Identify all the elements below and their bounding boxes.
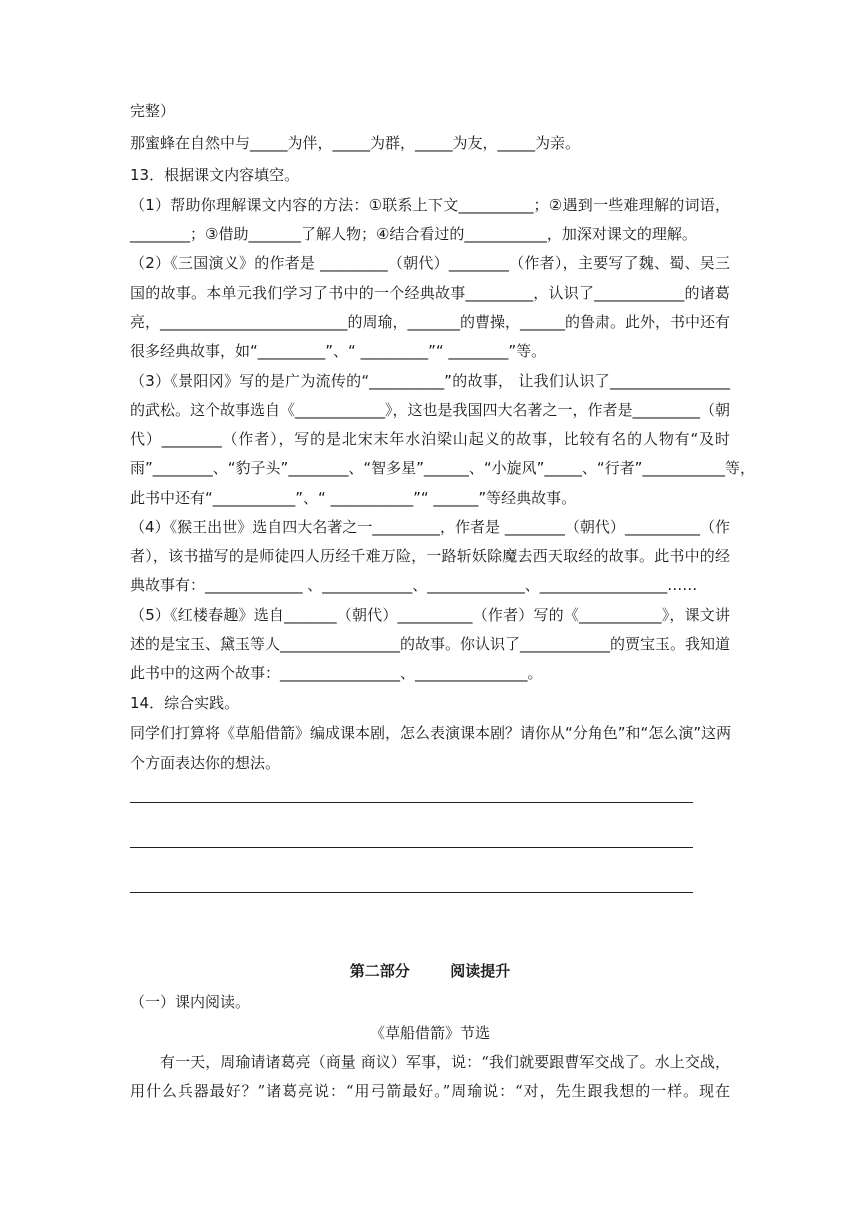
text-line: 雨”________、“豹子头”________、“智多星”______、“小旋风”_____、“行者”___________等，	[130, 459, 755, 477]
question-13-heading: 13．根据课文内容填空。	[130, 166, 300, 184]
text-line: 完整）	[130, 102, 176, 120]
passage-line: 用什么兵器最好？”诸葛亮说：“用弓箭最好。”周瑜说：“对，先生跟我想的一样。现在	[130, 1082, 730, 1100]
text-line: （4）《猴王出世》选自四大名著之一_________，作者是 ________（朝代）__________（作	[130, 518, 730, 536]
passage-line: 有一天，周瑜请诸葛亮（商量 商议）军事，说：“我们就要跟曹军交战了。水上交战，	[160, 1053, 730, 1071]
reading-subheading: （一）课内阅读。	[130, 993, 251, 1011]
text-line: （1）帮助你理解课文内容的方法：①联系上下文__________；②遇到一些难理解的词语，	[130, 196, 730, 214]
text-line: （3）《景阳冈》写的是广为流传的“__________”的故事， 让我们认识了________________	[130, 372, 730, 390]
text-line: 述的是宝玉、黛玉等人________________的故事。你认识了____________的贾宝玉。我知道	[130, 635, 731, 653]
text-line: 者），该书描写的是师徒四人历经千难万险，一路斩妖除魔去西天取经的故事。此书中的经	[130, 547, 730, 565]
passage-title: 《草船借箭》节选	[369, 1024, 490, 1042]
question-14-heading: 14．综合实践。	[130, 694, 240, 712]
text-line: 个方面表达你的想法。	[130, 754, 281, 772]
text-line: ________；③借助_______了解人物；④结合看过的___________，加深对课文的理解。	[130, 225, 697, 243]
answer-line[interactable]	[130, 802, 693, 803]
section-heading	[130, 960, 730, 982]
text-line: 很多经典故事，如“_________”、“ _________”“ ________”等。	[130, 342, 547, 360]
text-line: 国的故事。本单元我们学习了书中的一个经典故事_________，认识了____________的诸葛	[130, 284, 730, 302]
section-part-label: 第二部分	[349, 962, 410, 980]
text-line: （5）《红楼春趣》选自_______（朝代）__________（作者）写的《___________》，课文讲	[130, 606, 730, 624]
section-name-label: 阅读提升	[450, 962, 511, 980]
answer-line[interactable]	[130, 892, 693, 893]
text-line: 典故事有：_____________ 、____________、_____________、_________________……	[130, 576, 698, 594]
text-line: 代）________（作者），写的是北宋末年水泊梁山起义的故事，比较有名的人物有“及时	[130, 430, 730, 448]
answer-line[interactable]	[130, 847, 693, 848]
text-line: 亮，_________________________的周瑜，_______的曹操，______的鲁肃。此外，书中还有	[130, 313, 731, 331]
text-line: 此书中还有“___________”、“ ___________”“ ______”等经典故事。	[130, 489, 577, 507]
text-line: 此书中的这两个故事：________________、_______________。	[130, 664, 543, 682]
text-line: 那蜜蜂在自然中与_____为伴，_____为群，_____为友，_____为亲。	[130, 134, 581, 152]
text-line: （2）《三国演义》的作者是 _________（朝代）________（作者），主要写了魏、蜀、吴三	[130, 254, 730, 272]
text-line: 的武松。这个故事选自《____________》，这也是我国四大名著之一，作者是_________（朝	[130, 401, 731, 419]
text-line: 同学们打算将《草船借箭》编成课本剧，怎么表演课本剧？请你从“分角色”和“怎么演”这两	[130, 724, 732, 742]
